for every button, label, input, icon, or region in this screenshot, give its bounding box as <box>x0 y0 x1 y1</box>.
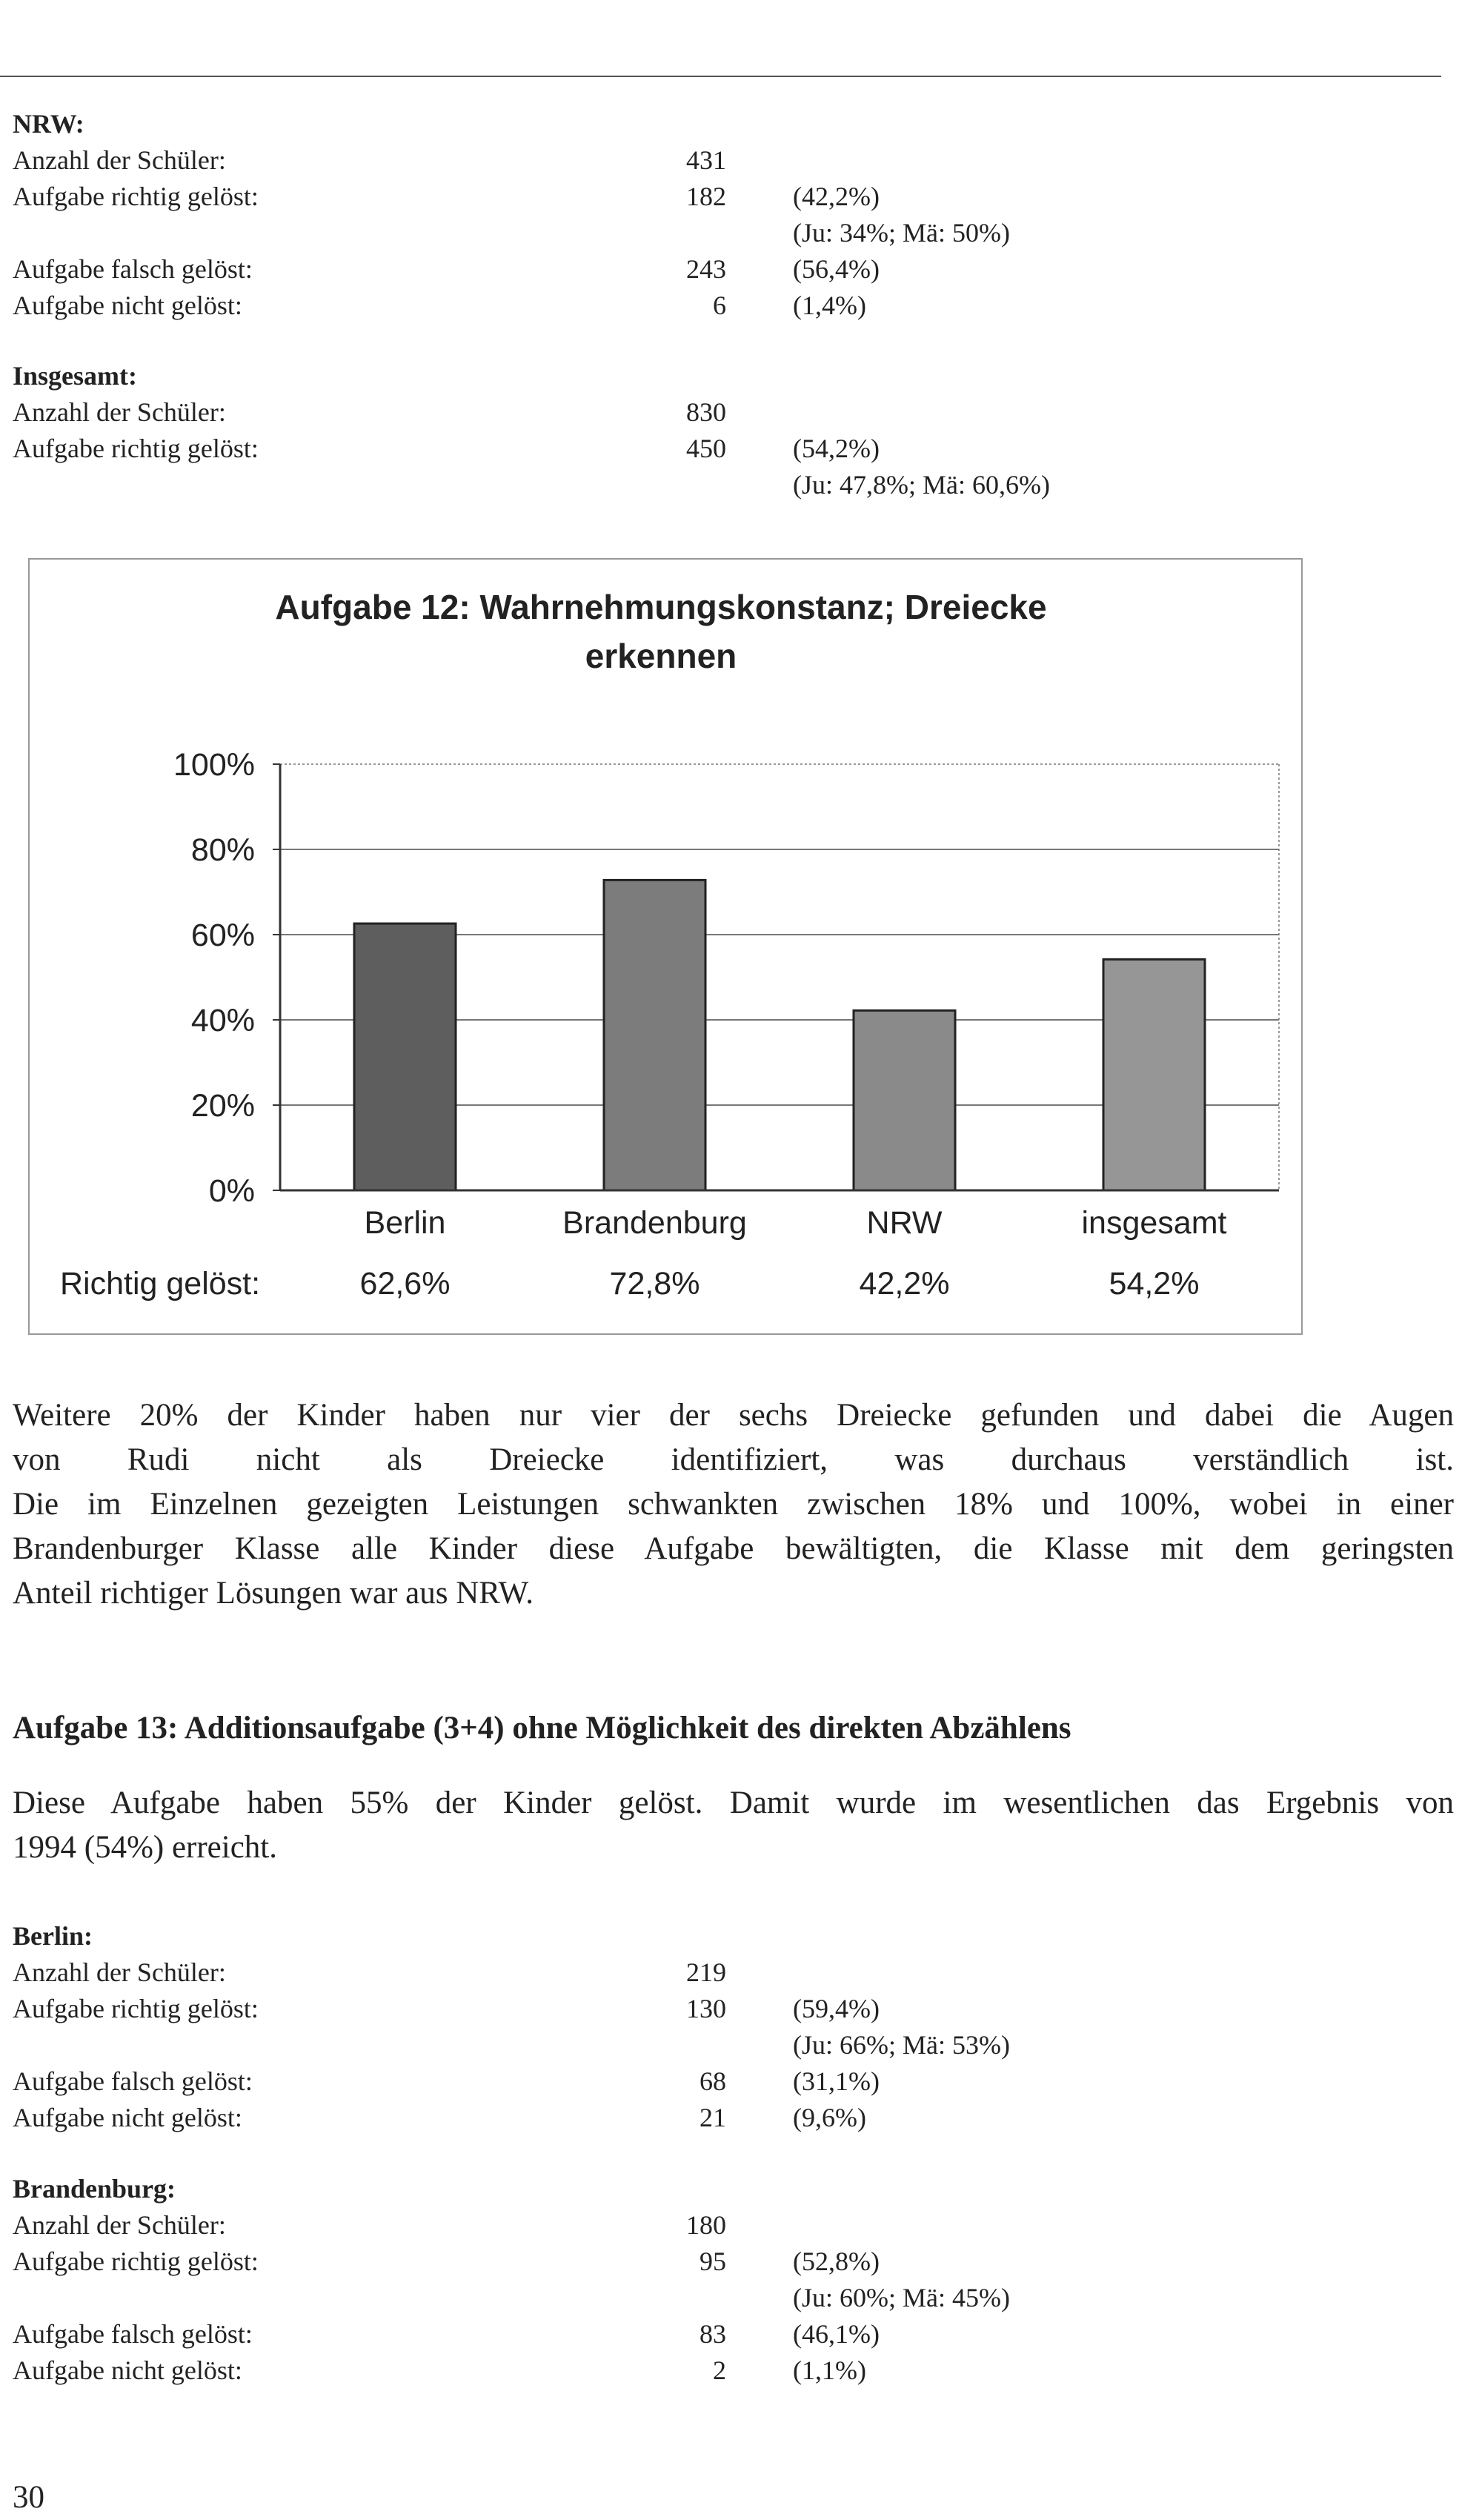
bar-brandenburg <box>604 880 705 1190</box>
stats-label: Aufgabe nicht gelöst: <box>13 291 242 320</box>
stats-percent: (1,1%) <box>793 2355 866 2385</box>
stats-label: Aufgabe richtig gelöst: <box>13 434 259 463</box>
stats-heading: Brandenburg: <box>13 2174 176 2204</box>
stats-row <box>13 142 1198 179</box>
x-category-label: Brandenburg <box>562 1205 747 1241</box>
stats-row <box>13 2316 1198 2352</box>
stats-row <box>13 2063 1198 2100</box>
stats-label: Anzahl der Schüler: <box>13 2210 226 2240</box>
stats-gender-split-row <box>13 2027 1198 2063</box>
stats-percent: (9,6%) <box>793 2103 866 2132</box>
stats-label: Aufgabe richtig gelöst: <box>13 2247 259 2276</box>
stats-heading: NRW: <box>13 109 84 139</box>
x-category-label: NRW <box>866 1205 943 1241</box>
chart-title: Aufgabe 12: Wahrnehmungskonstanz; Dreiecke <box>275 588 1047 626</box>
stats-count: 830 <box>686 397 726 427</box>
row-label-richtig-geloest: Richtig gelöst: <box>60 1266 261 1302</box>
stats-gender-split: (Ju: 47,8%; Mä: 60,6%) <box>793 470 1050 500</box>
stats-count: 83 <box>700 2319 726 2349</box>
stats-count: 243 <box>686 254 726 284</box>
y-tick-label: 0% <box>208 1173 255 1209</box>
chart-canvas <box>30 560 1301 1333</box>
stats-row <box>13 288 1198 324</box>
stats-row <box>13 1954 1198 1991</box>
stats-percent: (46,1%) <box>793 2319 880 2349</box>
stats-count: 68 <box>700 2066 726 2096</box>
y-tick-label: 60% <box>190 918 255 953</box>
stats-percent: (42,2%) <box>793 182 880 211</box>
stats-count: 450 <box>686 434 726 463</box>
paragraph-1 <box>13 1393 1454 1616</box>
stats-label: Aufgabe richtig gelöst: <box>13 182 259 211</box>
stats-count: 180 <box>686 2210 726 2240</box>
stats-label: Aufgabe nicht gelöst: <box>13 2103 242 2132</box>
x-category-label: Berlin <box>364 1205 446 1241</box>
stats-gender-split: (Ju: 34%; Mä: 50%) <box>793 218 1010 248</box>
paragraph-line: Brandenburger Klasse alle Kinder diese Aufgabe bewältigten, die Klasse mit dem geringsten <box>13 1531 1454 1566</box>
data-value-label: 42,2% <box>859 1266 950 1302</box>
stats-label: Aufgabe falsch gelöst: <box>13 254 253 284</box>
x-category-label: insgesamt <box>1081 1205 1227 1241</box>
stats-berlin <box>13 1918 1198 2136</box>
bar-chart-aufgabe-12 <box>28 558 1303 1335</box>
stats-count: 95 <box>700 2247 726 2276</box>
paragraph-line: Die im Einzelnen gezeigten Leistungen schwankten zwischen 18% und 100%, wobei in einer <box>13 1487 1454 1522</box>
y-tick-label: 40% <box>190 1003 255 1038</box>
stats-row <box>13 1991 1198 2027</box>
stats-percent: (54,2%) <box>793 434 880 463</box>
stats-label: Aufgabe falsch gelöst: <box>13 2319 253 2349</box>
stats-row <box>13 2352 1198 2389</box>
stats-heading: Insgesamt: <box>13 361 137 391</box>
stats-row <box>13 2244 1198 2280</box>
stats-count: 431 <box>686 145 726 175</box>
stats-gender-split: (Ju: 66%; Mä: 53%) <box>793 2030 1010 2060</box>
y-tick-label: 100% <box>173 747 255 783</box>
stats-percent: (52,8%) <box>793 2247 880 2276</box>
stats-label: Anzahl der Schüler: <box>13 397 226 427</box>
stats-count: 130 <box>686 1994 726 2023</box>
stats-gender-split-row <box>13 2280 1198 2316</box>
stats-count: 219 <box>686 1957 726 1987</box>
stats-count: 182 <box>686 182 726 211</box>
bar-insgesamt <box>1103 959 1205 1190</box>
stats-count: 21 <box>700 2103 726 2132</box>
stats-percent: (31,1%) <box>793 2066 880 2096</box>
y-tick-label: 80% <box>190 832 255 868</box>
stats-label: Aufgabe nicht gelöst: <box>13 2355 242 2385</box>
stats-count: 2 <box>713 2355 726 2385</box>
page-number: 30 <box>13 2480 44 2515</box>
paragraph-line: von Rudi nicht als Dreiecke identifiziert, was durchaus verständlich ist. <box>13 1442 1454 1477</box>
stats-gender-split-row <box>13 467 1198 503</box>
bar-berlin <box>354 924 456 1190</box>
paragraph-line: Weitere 20% der Kinder haben nur vier der sechs Dreiecke gefunden und dabei die Augen <box>13 1398 1454 1433</box>
stats-brandenburg <box>13 2171 1198 2389</box>
y-tick-label: 20% <box>190 1088 255 1124</box>
stats-percent: (59,4%) <box>793 1994 880 2023</box>
stats-percent: (1,4%) <box>793 291 866 320</box>
stats-percent: (56,4%) <box>793 254 880 284</box>
stats-label: Aufgabe richtig gelöst: <box>13 1994 259 2023</box>
data-value-label: 62,6% <box>359 1266 451 1302</box>
stats-label: Anzahl der Schüler: <box>13 1957 226 1987</box>
stats-heading: Berlin: <box>13 1921 93 1951</box>
stats-label: Aufgabe falsch gelöst: <box>13 2066 253 2096</box>
stats-row <box>13 431 1198 467</box>
stats-insgesamt <box>13 358 1198 503</box>
stats-nrw <box>13 106 1198 324</box>
paragraph-2 <box>13 1781 1454 1870</box>
bar-nrw <box>854 1010 955 1190</box>
section-heading-aufgabe-13: Aufgabe 13: Additionsaufgabe (3+4) ohne Möglichkeit des direkten Abzählens <box>13 1711 1071 1745</box>
stats-gender-split-row <box>13 215 1198 251</box>
stats-row <box>13 251 1198 288</box>
stats-gender-split: (Ju: 60%; Mä: 45%) <box>793 2283 1010 2312</box>
stats-row <box>13 2100 1198 2136</box>
paragraph-line: 1994 (54%) erreicht. <box>13 1830 277 1865</box>
paragraph-line: Diese Aufgabe haben 55% der Kinder gelöst. Damit wurde im wesentlichen das Ergebnis von <box>13 1785 1454 1820</box>
stats-label: Anzahl der Schüler: <box>13 145 226 175</box>
data-value-label: 54,2% <box>1109 1266 1200 1302</box>
paragraph-line: Anteil richtiger Lösungen war aus NRW. <box>13 1576 534 1611</box>
header-rule <box>0 76 1441 77</box>
stats-row <box>13 179 1198 215</box>
data-value-label: 72,8% <box>609 1266 700 1302</box>
stats-row <box>13 394 1198 431</box>
stats-row <box>13 2207 1198 2244</box>
chart-title: erkennen <box>585 637 737 675</box>
stats-count: 6 <box>713 291 726 320</box>
